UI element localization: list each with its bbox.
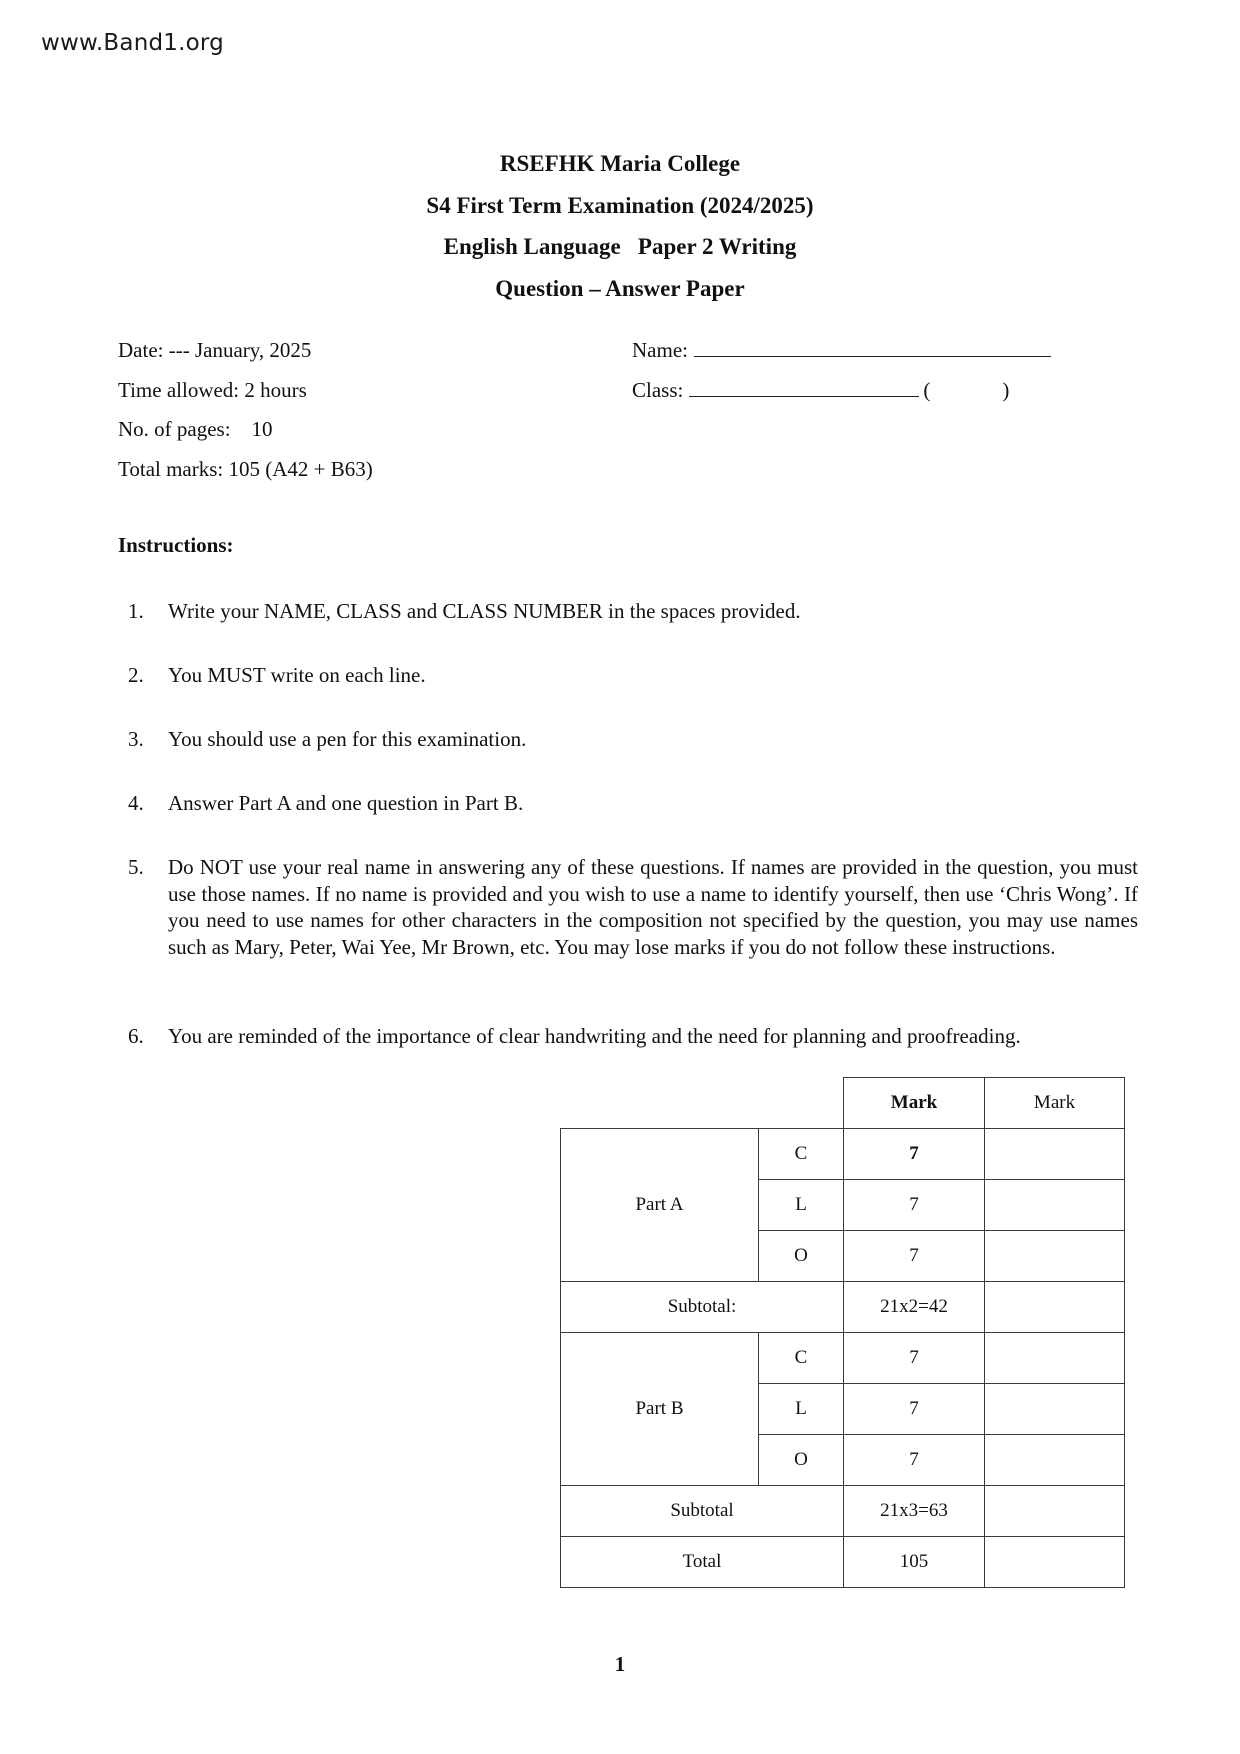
criterion-cell: L (759, 1180, 844, 1231)
paper-type: Question – Answer Paper (495, 275, 745, 301)
subtotal-value: 21x2=42 (844, 1282, 985, 1333)
instructions-heading: Instructions: (118, 533, 234, 557)
class-number-close-paren: ) (1002, 377, 1010, 402)
max-mark-cell: 7 (844, 1435, 985, 1486)
total-label: Total (561, 1537, 844, 1588)
awarded-mark-cell[interactable] (985, 1435, 1125, 1486)
part-b-label: Part B (561, 1333, 759, 1486)
subject-title: English Language Paper 2 Writing (443, 234, 797, 259)
instruction-text: Answer Part A and one question in Part B. (168, 791, 524, 815)
max-mark-header: Mark (844, 1078, 985, 1129)
criterion-cell: L (759, 1384, 844, 1435)
criterion-cell: O (759, 1231, 844, 1282)
total-marks: Total marks: 105 (A42 + B63) (118, 456, 373, 481)
empty-corner-cell (759, 1078, 844, 1129)
max-mark-cell: 7 (844, 1333, 985, 1384)
subtotal-label: Subtotal (561, 1486, 844, 1537)
instruction-number: 1. (128, 599, 144, 623)
subtotal-label: Subtotal: (561, 1282, 844, 1333)
criterion-cell: C (759, 1333, 844, 1384)
instruction-item (128, 598, 1138, 625)
instruction-item (128, 854, 1138, 960)
total-row (561, 1537, 1125, 1588)
table-row (561, 1129, 1125, 1180)
subtotal-row (561, 1282, 1125, 1333)
awarded-mark-header: Mark (985, 1078, 1125, 1129)
subtotal-row (561, 1486, 1125, 1537)
class-row (632, 375, 1051, 415)
instruction-item (128, 790, 1138, 817)
name-label: Name: (632, 338, 688, 362)
table-row (561, 1333, 1125, 1384)
name-row (632, 335, 1051, 375)
watermark: www.Band1.org (41, 30, 224, 56)
marks-table (560, 1077, 1125, 1588)
max-mark-cell: 7 (844, 1384, 985, 1435)
instruction-text: You MUST write on each line. (168, 663, 426, 687)
page-count: No. of pages: 10 (118, 417, 273, 441)
instruction-number: 3. (128, 727, 144, 751)
class-number-open-paren: ( (923, 377, 931, 402)
awarded-mark-cell[interactable] (985, 1231, 1125, 1282)
awarded-mark-cell[interactable] (985, 1333, 1125, 1384)
instruction-number: 4. (128, 791, 144, 815)
part-a-label: Part A (561, 1129, 759, 1282)
instruction-number: 5. (128, 855, 144, 879)
table-header-row (561, 1078, 1125, 1129)
student-info (632, 335, 1051, 414)
instruction-text: You should use a pen for this examination. (168, 727, 527, 751)
instruction-item (128, 662, 1138, 689)
instruction-text: Do NOT use your real name in answering any of these questions. If names are provided in the question, you must use those names. If no name is provided and you wish to use a name to identify yourself, then use ‘Chris Wong’. If you need to use names for other characters in the composition not specified by the question, you may use names such as Mary, Peter, Wai Yee, Mr Brown, etc. You may lose marks if you do not follow these instructions. (168, 855, 1138, 959)
empty-corner-cell (561, 1078, 759, 1129)
time-allowed: Time allowed: 2 hours (118, 377, 307, 402)
total-value: 105 (844, 1537, 985, 1588)
class-label: Class: (632, 377, 684, 402)
max-mark-cell: 7 (844, 1231, 985, 1282)
instruction-item (128, 1023, 1138, 1050)
max-mark-cell: 7 (844, 1129, 985, 1180)
instruction-number: 2. (128, 663, 144, 687)
instruction-text: You are reminded of the importance of clear handwriting and the need for planning and proofreading. (168, 1024, 1021, 1048)
criterion-cell: C (759, 1129, 844, 1180)
awarded-mark-cell[interactable] (985, 1129, 1125, 1180)
exam-title: S4 First Term Examination (2024/2025) (426, 192, 814, 218)
subtotal-value: 21x3=63 (844, 1486, 985, 1537)
total-awarded-cell[interactable] (985, 1537, 1125, 1588)
max-mark-cell: 7 (844, 1180, 985, 1231)
class-field[interactable] (689, 377, 919, 397)
subtotal-awarded-cell[interactable] (985, 1486, 1125, 1537)
awarded-mark-cell[interactable] (985, 1180, 1125, 1231)
instruction-text: Write your NAME, CLASS and CLASS NUMBER in the spaces provided. (168, 599, 801, 623)
criterion-cell: O (759, 1435, 844, 1486)
school-name: RSEFHK Maria College (499, 151, 741, 176)
name-field[interactable] (694, 337, 1051, 357)
subtotal-awarded-cell[interactable] (985, 1282, 1125, 1333)
instruction-item (128, 726, 1138, 753)
awarded-mark-cell[interactable] (985, 1384, 1125, 1435)
exam-details (118, 335, 373, 493)
page-number: 1 (614, 1652, 626, 1676)
exam-header (0, 143, 1240, 309)
exam-date: Date: --- January, 2025 (118, 338, 312, 362)
instruction-number: 6. (128, 1024, 144, 1048)
